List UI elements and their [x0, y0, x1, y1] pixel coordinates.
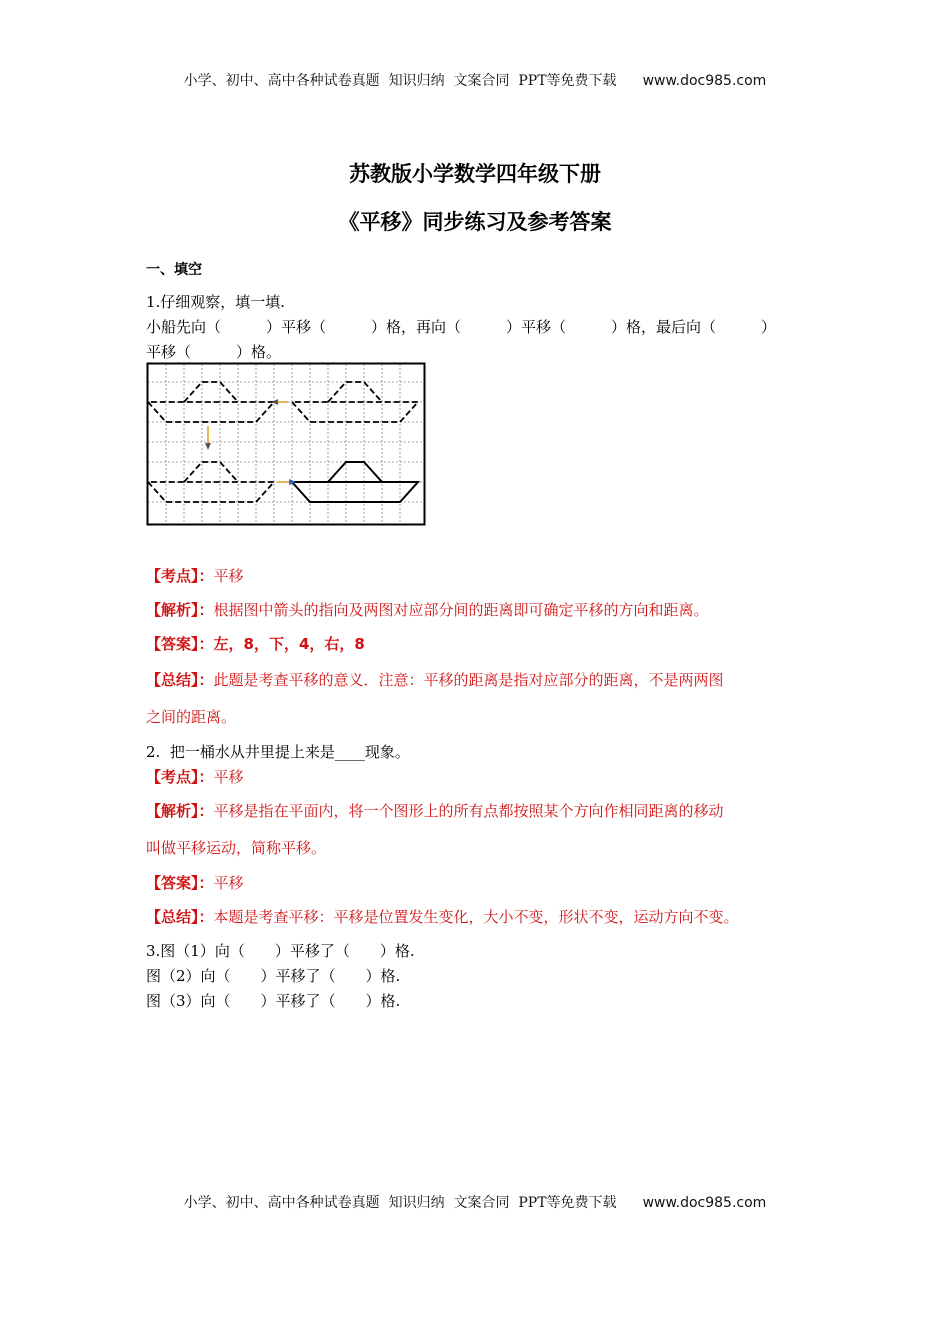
q2-prompt: 2. 把一桶水从井里提上来是____现象。 — [146, 743, 410, 761]
boat-translation-figure — [146, 362, 426, 526]
doc-subtitle: 《平移》同步练习及参考答案 — [338, 210, 612, 234]
header-text: 小学、初中、高中各种试卷真题 知识归纳 文案合同 PPT等免费下载 — [183, 73, 617, 89]
header-url[interactable]: www.doc985.com — [642, 73, 767, 89]
boat-1-dashed — [148, 382, 274, 422]
page-footer — [0, 1192, 950, 1212]
q1-zongjie: 【总结】：此题是考查平移的意义．注意：平移的距离是指对应部分的距离，不是两两图 — [146, 671, 724, 689]
q3-line3: 图（3）向（ ）平移了（ ）格. — [146, 992, 401, 1010]
grid-lines — [148, 364, 424, 524]
page-header — [0, 70, 950, 90]
q1-line1: 小船先向（ ）平移（ ）格，再向（ ）平移（ ）格，最后向（ ） — [146, 318, 777, 336]
q1-daan: 【答案】：左，8，下，4，右，8 — [146, 635, 365, 653]
boat-4-solid — [292, 462, 418, 502]
grid-border — [148, 364, 425, 525]
footer-text: 小学、初中、高中各种试卷真题 知识归纳 文案合同 PPT等免费下载 — [183, 1195, 617, 1211]
q2-jiexi-cont: 叫做平移运动，简称平移。 — [146, 839, 327, 857]
footer-url[interactable]: www.doc985.com — [642, 1195, 767, 1211]
boat-2-dashed — [292, 382, 418, 422]
q1-zongjie-cont: 之间的距离。 — [146, 708, 237, 726]
q1-jiexi: 【解析】：根据图中箭头的指向及两图对应部分间的距离即可确定平移的方向和距离。 — [146, 601, 709, 619]
q2-jiexi: 【解析】：平移是指在平面内，将一个图形上的所有点都按照某个方向作相同距离的移动 — [146, 802, 724, 820]
q1-line2: 平移（ ）格。 — [146, 343, 282, 361]
q2-zongjie: 【总结】：本题是考查平移：平移是位置发生变化，大小不变，形状不变，运动方向不变。 — [146, 908, 739, 926]
section-heading: 一、填空 — [146, 262, 202, 278]
doc-title: 苏教版小学数学四年级下册 — [349, 162, 601, 186]
q2-daan: 【答案】：平移 — [146, 874, 244, 892]
q3-line1: 3.图（1）向（ ）平移了（ ）格. — [146, 942, 415, 960]
arrow-down-icon — [205, 426, 211, 450]
boat-3-dashed — [148, 462, 274, 502]
q2-kaodian: 【考点】：平移 — [146, 768, 244, 786]
q1-kaodian: 【考点】：平移 — [146, 567, 244, 585]
q1-prompt: 1.仔细观察，填一填. — [146, 293, 286, 311]
q3-line2: 图（2）向（ ）平移了（ ）格. — [146, 967, 401, 985]
